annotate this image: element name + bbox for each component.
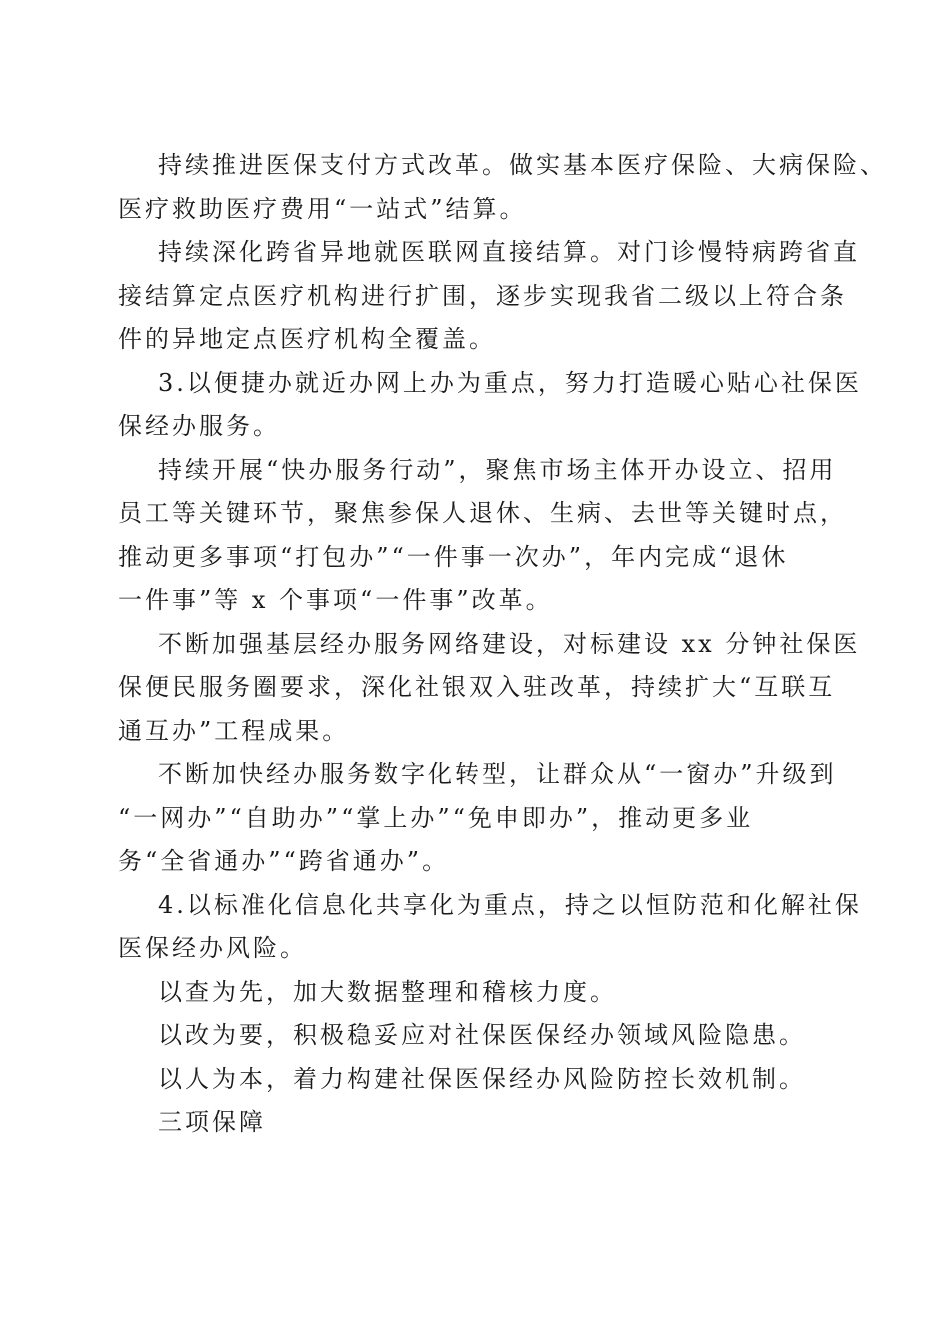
paragraph [118, 753, 837, 884]
paragraph-line: 持续深化跨省异地就医联网直接结算。对门诊慢特病跨省直 [158, 238, 860, 266]
paragraph-line: 以改为要，积极稳妥应对社保医保经办领域风险隐患。 [158, 1021, 806, 1049]
paragraph [118, 1101, 828, 1145]
paragraph-line: 员工等关键环节，聚焦参保人退休、生病、去世等关键时点， [118, 499, 847, 527]
paragraph-line: 三项保障 [158, 1108, 266, 1136]
paragraph-line: 医保经办风险。 [118, 934, 307, 962]
paragraph [118, 1058, 828, 1102]
paragraph-line: 以查为先，加大数据整理和稽核力度。 [158, 977, 617, 1006]
paragraph-line: 持续开展“快办服务行动”，聚焦市场主体开办设立、招用 [158, 455, 837, 484]
document-body [118, 144, 887, 1145]
paragraph [118, 362, 862, 449]
paragraph-line: 一件事”等 x 个事项“一件事”改革。 [118, 586, 553, 614]
paragraph-line: 接结算定点医疗机构进行扩围，逐步实现我省二级以上符合条 [118, 281, 847, 310]
paragraph-line: 件的异地定点医疗机构全覆盖。 [118, 325, 496, 353]
paragraph-line: 不断加强基层经办服务网络建设，对标建设 xx 分钟社保医 [158, 629, 861, 658]
paragraph-line: 保便民服务圈要求，深化社银双入驻改革，持续扩大“互联互 [118, 673, 836, 701]
paragraph-line: 不断加快经办服务数字化转型，让群众从“一窗办”升级到 [158, 760, 837, 788]
paragraph-line: 以人为本，着力构建社保医保经办风险防控长效机制。 [158, 1064, 806, 1093]
paragraph-line: 务“全省通办”“跨省通办”。 [118, 847, 450, 875]
paragraph [118, 449, 847, 623]
paragraph-line: 医疗救助医疗费用“一站式”结算。 [118, 194, 527, 223]
paragraph [118, 231, 860, 362]
paragraph [118, 623, 861, 754]
paragraph [118, 884, 862, 971]
paragraph-line: 推动更多事项“打包办”“一件事一次办”，年内完成“退休 [118, 542, 789, 571]
paragraph [118, 971, 828, 1015]
paragraph-line: 持续推进医保支付方式改革。做实基本医疗保险、大病保险、 [158, 151, 887, 179]
paragraph-line: “一网办”“自助办”“掌上办”“免申即办”，推动更多业 [118, 803, 754, 832]
paragraph-line: 4.以标准化信息化共享化为重点，持之以恒防范和化解社保 [158, 890, 862, 919]
paragraph-line: 保经办服务。 [118, 412, 280, 440]
paragraph-line: 3.以便捷办就近办网上办为重点，努力打造暖心贴心社保医 [158, 368, 862, 397]
paragraph-line: 通互办”工程成果。 [118, 716, 350, 745]
paragraph [118, 1014, 828, 1058]
paragraph [118, 144, 887, 231]
